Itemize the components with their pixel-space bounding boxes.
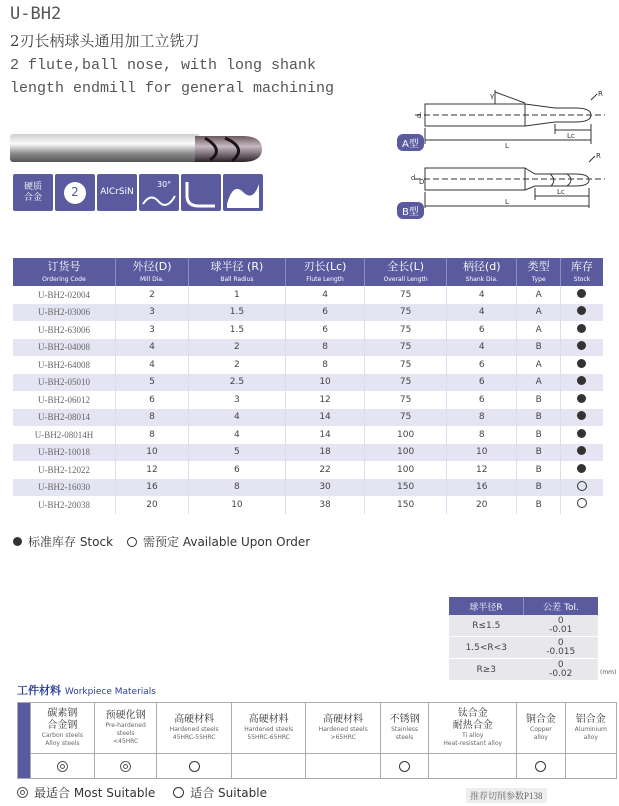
spec-cell: 75 <box>365 409 447 427</box>
most-suitable-icon <box>17 787 28 798</box>
tolerance-upper: 0 <box>557 615 564 626</box>
spec-cell: 14 <box>285 426 364 444</box>
spec-header-en: Ball Radius <box>220 276 254 283</box>
material-column-2 <box>157 703 231 754</box>
tolerance-row <box>449 659 598 681</box>
groove-badge <box>181 174 221 211</box>
tolerance-range: R≥3 <box>449 659 524 681</box>
type-a-tag: A型 <box>397 134 424 151</box>
diagram-b-lc-label: Lc <box>557 188 565 196</box>
material-suitability <box>565 754 616 779</box>
spec-table <box>13 258 603 514</box>
corner-profile-icon <box>187 182 215 206</box>
material-suitability <box>306 754 380 779</box>
spec-cell: 8 <box>447 426 517 444</box>
suitability-legend <box>17 784 267 801</box>
material-name-cn: 铜合金 <box>525 714 556 725</box>
cutting-params-link[interactable]: 推荐切削参数P138 <box>466 788 547 803</box>
spec-cell: 2 <box>189 356 286 374</box>
stock-cell <box>560 444 603 462</box>
diagram-b-l-label: L <box>505 198 509 206</box>
spec-header-cn: 全长(L) <box>387 260 424 273</box>
spec-cell: 100 <box>365 444 447 462</box>
spec-cell: 8 <box>115 409 188 427</box>
helix-badge <box>139 174 179 211</box>
stock-legend-label: 标准库存 Stock <box>28 535 114 549</box>
material-name-cn: 钛合金 耐热合金 <box>452 708 493 731</box>
stock-cell <box>560 496 603 514</box>
spec-cell: U-BH2-20038 <box>13 496 115 514</box>
spec-cell: 150 <box>365 496 447 514</box>
spec-cell: 6 <box>189 461 286 479</box>
material-suitability <box>31 754 95 779</box>
spec-cell: 14 <box>285 409 364 427</box>
material-column-1 <box>94 703 157 754</box>
stock-dot-icon <box>577 464 586 473</box>
tolerance-lower: -0.02 <box>549 668 573 679</box>
tolerance-range: 1.5<R<3 <box>449 637 524 659</box>
diagram-a-gamma-label: γ <box>490 92 495 100</box>
spec-cell: U-BH2-16030 <box>13 479 115 497</box>
spec-cell: 10 <box>189 496 286 514</box>
material-name-cn: 预硬化钢 <box>105 710 146 721</box>
spec-row <box>13 496 603 514</box>
spec-cell: 2.5 <box>189 374 286 392</box>
material-name-en: Copper alloy <box>530 726 552 741</box>
workpiece-title <box>17 682 156 698</box>
helix-icon <box>143 196 175 205</box>
spec-cell: 4 <box>189 426 286 444</box>
spec-header-3 <box>285 258 364 286</box>
stock-cell <box>560 374 603 392</box>
material-name-cn: 高硬材料 <box>248 714 289 725</box>
spec-row <box>13 304 603 322</box>
spec-header-cn: 外径(D) <box>132 260 172 273</box>
material-suitability <box>517 754 565 779</box>
product-title: U-BH2 <box>10 4 62 24</box>
suitable-icon <box>399 761 410 772</box>
stock-dot-icon <box>13 537 22 546</box>
tolerance-tol-header: 公差 Tol. <box>524 597 599 615</box>
diagram-a-l-label: L <box>505 142 509 150</box>
spec-cell: 4 <box>115 356 188 374</box>
spec-cell: 8 <box>115 426 188 444</box>
material-column-0 <box>31 703 95 754</box>
spec-cell: 4 <box>189 409 286 427</box>
material-column-6 <box>429 703 517 754</box>
spec-cell: U-BH2-02004 <box>13 286 115 304</box>
spec-header-en: Shank Dia. <box>465 276 498 283</box>
spec-cell: B <box>517 391 560 409</box>
material-column-3 <box>231 703 305 754</box>
product-subtitle-cn: 2刃长柄球头通用加工立铣刀 <box>10 32 200 50</box>
spec-cell: 6 <box>115 391 188 409</box>
materials-table <box>17 702 617 779</box>
material-name-cn: 不锈钢 <box>389 714 420 725</box>
spec-row <box>13 444 603 462</box>
spec-header-cn: 柄径(d) <box>462 260 501 273</box>
spec-cell: 150 <box>365 479 447 497</box>
stock-cell <box>560 339 603 357</box>
spec-cell: 18 <box>285 444 364 462</box>
spec-cell: 75 <box>365 304 447 322</box>
tolerance-table <box>449 597 598 681</box>
stock-dot-icon <box>577 376 586 385</box>
spec-cell: 4 <box>285 286 364 304</box>
tolerance-lower: -0.01 <box>549 624 573 635</box>
spec-table-body <box>13 286 603 514</box>
material-name-en: Stainless steels <box>391 726 419 741</box>
stock-cell <box>560 321 603 339</box>
diagram-b-d-label: d <box>411 174 416 182</box>
spec-cell: U-BH2-10018 <box>13 444 115 462</box>
spec-cell: 6 <box>447 321 517 339</box>
spec-row <box>13 479 603 497</box>
profile-surface-icon <box>227 184 259 208</box>
material-name-en: Hardened steels >65HRC <box>318 726 368 741</box>
spec-cell: 8 <box>285 356 364 374</box>
spec-row <box>13 374 603 392</box>
spec-header-en: Mill Dia. <box>140 276 164 283</box>
suitable-icon <box>535 761 546 772</box>
suitable-icon <box>189 761 200 772</box>
tolerance-upper: 0 <box>557 659 564 670</box>
tolerance-upper: 0 <box>557 637 564 648</box>
spec-cell: 6 <box>285 321 364 339</box>
stock-cell <box>560 409 603 427</box>
spec-header-en: Overall Length <box>383 276 428 283</box>
diagram-type-b <box>395 150 615 216</box>
spec-header-7 <box>560 258 603 286</box>
most-suitable-label: 最适合 Most Suitable <box>34 786 156 800</box>
spec-cell: 16 <box>115 479 188 497</box>
tolerance-lower: -0.015 <box>546 646 576 657</box>
type-b-tag: B型 <box>397 202 424 219</box>
spec-cell: 38 <box>285 496 364 514</box>
spec-cell: 2 <box>189 339 286 357</box>
spec-cell: U-BH2-04008 <box>13 339 115 357</box>
spec-cell: B <box>517 496 560 514</box>
spec-cell: 75 <box>365 339 447 357</box>
spec-row <box>13 356 603 374</box>
stock-legend <box>13 533 310 550</box>
spec-cell: 8 <box>189 479 286 497</box>
tolerance-unit: (mm) <box>600 669 617 676</box>
flute-count-badge <box>55 174 95 211</box>
spec-cell: A <box>517 374 560 392</box>
spec-cell: U-BH2-05010 <box>13 374 115 392</box>
spec-header-cn: 订货号 <box>47 260 81 273</box>
spec-cell: 12 <box>447 461 517 479</box>
order-ring-icon <box>577 481 587 491</box>
material-suitability <box>429 754 517 779</box>
spec-header-en: Ordering Code <box>42 276 86 283</box>
tolerance-row <box>449 637 598 659</box>
spec-table-header <box>13 258 603 286</box>
spec-cell: B <box>517 444 560 462</box>
workpiece-title-en: Workpiece Materials <box>64 687 156 697</box>
material-name-cn: 高硬材料 <box>323 714 364 725</box>
spec-header-2 <box>189 258 286 286</box>
spec-header-en: Stock <box>573 276 591 283</box>
spec-row <box>13 391 603 409</box>
spec-header-4 <box>365 258 447 286</box>
product-subtitle-en-1: 2 flute,ball nose, with long shank <box>10 57 317 74</box>
spec-cell: 20 <box>115 496 188 514</box>
material-column-5 <box>380 703 428 754</box>
stock-dot-icon <box>577 446 586 455</box>
spec-cell: 3 <box>189 391 286 409</box>
spec-cell: 12 <box>285 391 364 409</box>
endmill-photo <box>10 130 265 168</box>
spec-cell: 75 <box>365 391 447 409</box>
stock-dot-icon <box>577 429 586 438</box>
material-column-8 <box>565 703 616 754</box>
spec-row <box>13 339 603 357</box>
most-suitable-icon <box>120 761 131 772</box>
spec-row <box>13 409 603 427</box>
stock-dot-icon <box>577 341 586 350</box>
tolerance-row <box>449 615 598 637</box>
spec-cell: U-BH2-63006 <box>13 321 115 339</box>
spec-cell: 1.5 <box>189 304 286 322</box>
spec-cell: 12 <box>115 461 188 479</box>
spec-cell: U-BH2-12022 <box>13 461 115 479</box>
spec-row <box>13 426 603 444</box>
stock-dot-icon <box>577 394 586 403</box>
diagram-b-dia-label: D <box>419 178 425 186</box>
spec-cell: 75 <box>365 286 447 304</box>
spec-cell: 10 <box>447 444 517 462</box>
spec-cell: A <box>517 356 560 374</box>
materials-side-bar <box>18 703 31 779</box>
stock-cell <box>560 356 603 374</box>
spec-cell: U-BH2-06012 <box>13 391 115 409</box>
spec-cell: 10 <box>115 444 188 462</box>
spec-cell: 100 <box>365 426 447 444</box>
spec-cell: 5 <box>189 444 286 462</box>
spec-cell: U-BH2-08014 <box>13 409 115 427</box>
feature-badges <box>13 174 263 211</box>
diagram-b-r-label: R <box>596 152 601 160</box>
spec-cell: 8 <box>285 339 364 357</box>
spec-header-5 <box>447 258 517 286</box>
spec-cell: 20 <box>447 496 517 514</box>
material-name-en: Pre-hardened steels <45HRC <box>105 722 146 745</box>
diagram-a-r-label: R <box>598 90 603 98</box>
diagram-a-d-label: d <box>417 112 422 120</box>
spec-header-0 <box>13 258 115 286</box>
spec-cell: B <box>517 426 560 444</box>
spec-cell: B <box>517 339 560 357</box>
stock-cell <box>560 461 603 479</box>
diagram-type-a <box>395 86 615 152</box>
spec-cell: B <box>517 461 560 479</box>
stock-cell <box>560 304 603 322</box>
workpiece-title-cn: 工件材料 <box>17 684 61 697</box>
spec-cell: 2 <box>115 286 188 304</box>
spec-cell: B <box>517 479 560 497</box>
spec-cell: 8 <box>447 409 517 427</box>
spec-cell: 6 <box>447 391 517 409</box>
spec-header-cn: 类型 <box>527 260 550 273</box>
stock-dot-icon <box>577 306 586 315</box>
suitable-label: 适合 Suitable <box>190 786 267 800</box>
material-suitability <box>231 754 305 779</box>
material-name-cn: 碳素钢 合金钢 <box>47 708 78 731</box>
material-suitability <box>380 754 428 779</box>
tolerance-radius-header: 球半径R <box>449 597 524 615</box>
spec-cell: 16 <box>447 479 517 497</box>
material-column-7 <box>517 703 565 754</box>
spec-cell: 1 <box>189 286 286 304</box>
order-ring-icon <box>127 537 137 547</box>
spec-row <box>13 321 603 339</box>
tolerance-range: R≤1.5 <box>449 615 524 637</box>
spec-cell: U-BH2-08014H <box>13 426 115 444</box>
spec-header-1 <box>115 258 188 286</box>
spec-cell: 3 <box>115 304 188 322</box>
spec-cell: 1.5 <box>189 321 286 339</box>
stock-cell <box>560 286 603 304</box>
spec-cell: 10 <box>285 374 364 392</box>
spec-cell: 75 <box>365 356 447 374</box>
product-subtitle-en-2: length endmill for general machining <box>10 80 335 97</box>
spec-cell: U-BH2-64008 <box>13 356 115 374</box>
3d-profile-badge <box>223 174 263 211</box>
material-name-en: Aluminium alloy <box>574 726 607 741</box>
order-legend-label: 需预定 Available Upon Order <box>143 535 311 549</box>
spec-cell: A <box>517 304 560 322</box>
spec-row <box>13 286 603 304</box>
tolerance-value <box>524 659 599 681</box>
spec-cell: U-BH2-03006 <box>13 304 115 322</box>
stock-dot-icon <box>577 324 586 333</box>
spec-cell: 3 <box>115 321 188 339</box>
spec-cell: 4 <box>447 304 517 322</box>
carbide-badge-label: 硬质 合金 <box>23 181 42 203</box>
spec-cell: 4 <box>447 339 517 357</box>
material-name-en: Ti alloy Heat-resistant alloy <box>443 732 503 747</box>
material-suitability <box>94 754 157 779</box>
spec-cell: 4 <box>447 286 517 304</box>
stock-dot-icon <box>577 359 586 368</box>
suitable-icon <box>173 787 184 798</box>
material-name-cn: 高硬材料 <box>174 714 215 725</box>
spec-header-6 <box>517 258 560 286</box>
stock-cell <box>560 479 603 497</box>
material-name-en: Hardened steels 45HRC-55HRC <box>169 726 219 741</box>
material-name-en: Hardened steels 55HRC-65HRC <box>244 726 294 741</box>
coating-badge <box>97 174 137 211</box>
flute-count-label: 2 <box>64 182 86 204</box>
spec-cell: 6 <box>447 356 517 374</box>
stock-dot-icon <box>577 411 586 420</box>
coating-label: AlCrSiN <box>100 187 134 197</box>
spec-cell: A <box>517 321 560 339</box>
tolerance-value <box>524 637 599 659</box>
material-name-cn: 铝合金 <box>575 714 606 725</box>
diagram-a-lc-label: Lc <box>567 132 575 140</box>
spec-cell: 6 <box>447 374 517 392</box>
stock-cell <box>560 426 603 444</box>
helix-label: 30° <box>157 180 172 189</box>
spec-cell: 6 <box>285 304 364 322</box>
spec-cell: 30 <box>285 479 364 497</box>
most-suitable-icon <box>57 761 68 772</box>
spec-cell: 4 <box>115 339 188 357</box>
order-ring-icon <box>577 498 587 508</box>
spec-header-en: Type <box>531 276 546 283</box>
spec-cell: 22 <box>285 461 364 479</box>
spec-header-cn: 库存 <box>570 260 593 273</box>
spec-cell: 75 <box>365 374 447 392</box>
spec-header-en: Flute Length <box>306 276 344 283</box>
material-suitability <box>157 754 231 779</box>
material-name-en: Carbon steels Alloy steels <box>41 732 83 747</box>
stock-cell <box>560 391 603 409</box>
spec-cell: 75 <box>365 321 447 339</box>
stock-dot-icon <box>577 289 586 298</box>
material-column-4 <box>306 703 380 754</box>
tolerance-value <box>524 615 599 637</box>
spec-cell: A <box>517 286 560 304</box>
carbide-badge <box>13 174 53 211</box>
spec-header-cn: 球半径 (R) <box>210 260 264 273</box>
spec-cell: B <box>517 409 560 427</box>
spec-cell: 100 <box>365 461 447 479</box>
spec-cell: 5 <box>115 374 188 392</box>
spec-header-cn: 刃长(Lc) <box>303 260 347 273</box>
spec-row <box>13 461 603 479</box>
